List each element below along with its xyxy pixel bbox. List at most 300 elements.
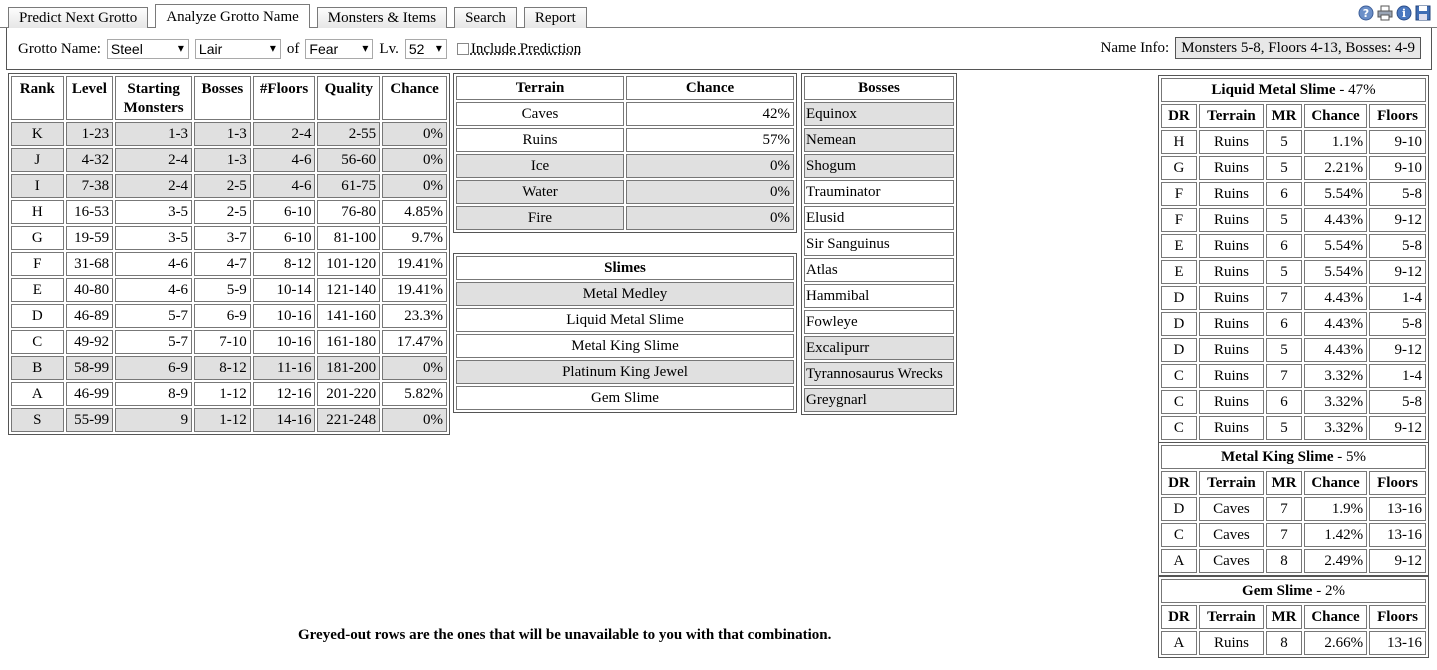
slime-row (456, 386, 794, 410)
slime-detail-name: Metal King Slime (1221, 448, 1334, 465)
slime-detail-cell: 4.43% (1304, 208, 1367, 232)
rank-cell: 1-3 (194, 122, 251, 146)
terrain-row (456, 206, 794, 230)
slime-detail-cell: 4.43% (1304, 338, 1367, 362)
slime-detail-cell: F (1161, 182, 1197, 206)
terrain-row (456, 102, 794, 126)
slime-detail-cell: F (1161, 208, 1197, 232)
slime-detail-col-header: Terrain (1199, 471, 1264, 495)
slime-detail-row (1161, 286, 1426, 310)
slime-detail-col-header: DR (1161, 104, 1197, 128)
rank-cell: 2-5 (194, 174, 251, 198)
slime-detail-row (1161, 234, 1426, 258)
slime-detail-cell: D (1161, 286, 1197, 310)
boss-name: Greygnarl (804, 388, 954, 412)
rank-row (11, 122, 447, 146)
slime-detail-cell: Ruins (1199, 312, 1264, 336)
bosses-header: Bosses (804, 76, 954, 100)
print-icon[interactable] (1377, 5, 1393, 21)
boss-name: Fowleye (804, 310, 954, 334)
slime-detail-cell: Ruins (1199, 390, 1264, 414)
slime-detail-cell: Ruins (1199, 416, 1264, 440)
rank-cell: 10-16 (253, 304, 316, 328)
slime-detail-cell: 3.32% (1304, 390, 1367, 414)
boss-name: Equinox (804, 102, 954, 126)
rank-cell: 17.47% (382, 330, 447, 354)
rank-col-header: Starting Monsters (115, 76, 192, 120)
include-prediction-label[interactable]: Include Prediction (470, 40, 582, 57)
rank-cell: 161-180 (317, 330, 380, 354)
slime-detail-cell: 5-8 (1369, 234, 1426, 258)
terrain-row (456, 128, 794, 152)
slime-detail-row (1161, 130, 1426, 154)
rank-cell: 0% (382, 174, 447, 198)
rank-cell: 5-7 (115, 330, 192, 354)
boss-name: Elusid (804, 206, 954, 230)
bosses-table (801, 73, 957, 415)
slime-detail-cell: 4.43% (1304, 312, 1367, 336)
slime-detail-cell: 6 (1266, 390, 1302, 414)
slime-detail-title (1161, 579, 1426, 603)
rank-cell: 19-59 (66, 226, 114, 250)
rank-cell: I (11, 174, 64, 198)
rank-cell: 5-9 (194, 278, 251, 302)
slime-detail-cell: H (1161, 130, 1197, 154)
name-info-label: Name Info: (1100, 39, 1170, 56)
slime-detail-row (1161, 338, 1426, 362)
rank-row (11, 408, 447, 432)
rank-cell: 7-38 (66, 174, 114, 198)
slime-detail-cell: Caves (1199, 549, 1264, 573)
level-label: Lv. (379, 40, 399, 57)
liquid-metal-slime-table (1158, 75, 1429, 443)
slime-detail-cell: C (1161, 364, 1197, 388)
rank-row (11, 382, 447, 406)
grotto-name-label: Grotto Name: (18, 40, 101, 57)
rank-cell: D (11, 304, 64, 328)
slime-detail-cell: 8 (1266, 631, 1302, 655)
rank-cell: 4-6 (253, 148, 316, 172)
rank-cell: 2-5 (194, 200, 251, 224)
slime-name: Metal Medley (456, 282, 794, 306)
slime-detail-title-row (1161, 579, 1426, 603)
rank-cell: 4-7 (194, 252, 251, 276)
rank-col-header: Rank (11, 76, 64, 120)
slime-name: Platinum King Jewel (456, 360, 794, 384)
slime-detail-cell: E (1161, 260, 1197, 284)
slime-detail-cell: E (1161, 234, 1197, 258)
slime-detail-percent: - 2% (1312, 582, 1345, 599)
rank-cell: 141-160 (317, 304, 380, 328)
slime-detail-cell: C (1161, 416, 1197, 440)
slime-detail-col-header: Terrain (1199, 605, 1264, 629)
slime-detail-header-row (1161, 104, 1426, 128)
rank-cell: S (11, 408, 64, 432)
terrain-cell: 0% (626, 206, 794, 230)
help-icon[interactable] (1358, 5, 1374, 21)
rank-col-header: Level (66, 76, 114, 120)
boss-name: Nemean (804, 128, 954, 152)
rank-cell: 4-6 (115, 252, 192, 276)
rank-col-header: Bosses (194, 76, 251, 120)
rank-cell: 6-9 (194, 304, 251, 328)
slime-detail-title-row (1161, 445, 1426, 469)
boss-row (804, 154, 954, 178)
boss-row (804, 128, 954, 152)
rank-col-header: Chance (382, 76, 447, 120)
slime-detail-row (1161, 523, 1426, 547)
slime-detail-name: Gem Slime (1242, 582, 1313, 599)
slime-detail-cell: Ruins (1199, 260, 1264, 284)
slime-detail-cell: D (1161, 312, 1197, 336)
slime-detail-header-row (1161, 471, 1426, 495)
rank-cell: 11-16 (253, 356, 316, 380)
rank-table (8, 73, 450, 435)
rank-cell: 4-6 (115, 278, 192, 302)
rank-cell: 2-4 (115, 174, 192, 198)
slime-detail-title (1161, 445, 1426, 469)
slime-detail-cell: C (1161, 523, 1197, 547)
slime-detail-cell: 5 (1266, 208, 1302, 232)
rank-cell: 6-10 (253, 226, 316, 250)
slime-detail-col-header: Floors (1369, 104, 1426, 128)
rank-cell: 9.7% (382, 226, 447, 250)
slime-detail-row (1161, 364, 1426, 388)
slime-row (456, 308, 794, 332)
slimes-header: Slimes (456, 256, 794, 280)
slime-detail-cell: 5.54% (1304, 260, 1367, 284)
slime-detail-cell: 3.32% (1304, 416, 1367, 440)
svg-text:?: ? (1362, 7, 1370, 20)
slime-detail-header-row (1161, 605, 1426, 629)
slime-detail-cell: 9-12 (1369, 416, 1426, 440)
rank-cell: K (11, 122, 64, 146)
slime-detail-cell: 5 (1266, 416, 1302, 440)
boss-row (804, 388, 954, 412)
slime-detail-row (1161, 416, 1426, 440)
terrain-table (453, 73, 797, 233)
rank-cell: 10-14 (253, 278, 316, 302)
rank-row (11, 330, 447, 354)
terrain-cell: 0% (626, 154, 794, 178)
slime-detail-row (1161, 156, 1426, 180)
slime-detail-row (1161, 312, 1426, 336)
tab-report[interactable]: Report (524, 7, 587, 28)
metal-king-slime-table (1158, 442, 1429, 576)
rank-cell: E (11, 278, 64, 302)
rank-cell: 19.41% (382, 278, 447, 302)
rank-cell: 0% (382, 356, 447, 380)
rank-cell: C (11, 330, 64, 354)
slime-detail-cell: 1-4 (1369, 364, 1426, 388)
boss-row (804, 336, 954, 360)
slime-detail-cell: A (1161, 549, 1197, 573)
slime-detail-cell: 7 (1266, 364, 1302, 388)
terrain-cell: Ruins (456, 128, 624, 152)
rank-cell: 4-6 (253, 174, 316, 198)
slime-detail-cell: 5.54% (1304, 234, 1367, 258)
slime-detail-col-header: MR (1266, 471, 1302, 495)
terrain-row (456, 154, 794, 178)
rank-row (11, 226, 447, 250)
rank-cell: 0% (382, 408, 447, 432)
rank-cell: 81-100 (317, 226, 380, 250)
slime-detail-cell: 8 (1266, 549, 1302, 573)
rank-cell: F (11, 252, 64, 276)
rank-row (11, 356, 447, 380)
rank-cell: 23.3% (382, 304, 447, 328)
rank-cell: 4.85% (382, 200, 447, 224)
slime-detail-cell: Ruins (1199, 338, 1264, 362)
slime-name: Gem Slime (456, 386, 794, 410)
slime-detail-cell: 1.9% (1304, 497, 1367, 521)
slime-row (456, 360, 794, 384)
boss-name: Shogum (804, 154, 954, 178)
rank-cell: 3-5 (115, 200, 192, 224)
rank-cell: 16-53 (66, 200, 114, 224)
rank-cell: 8-9 (115, 382, 192, 406)
rank-cell: 6-10 (253, 200, 316, 224)
terrain-col-header: Chance (626, 76, 794, 100)
terrain-col-header: Terrain (456, 76, 624, 100)
slime-detail-cell: Caves (1199, 523, 1264, 547)
slime-detail-cell: 9-10 (1369, 156, 1426, 180)
slime-detail-cell: 2.49% (1304, 549, 1367, 573)
slime-detail-cell: 5-8 (1369, 390, 1426, 414)
name-prefix-select[interactable]: Steel ▾ (107, 39, 189, 59)
rank-col-header: Quality (317, 76, 380, 120)
slime-detail-cell: 5-8 (1369, 182, 1426, 206)
slime-detail-col-header: Chance (1304, 471, 1367, 495)
slime-detail-title-row (1161, 78, 1426, 102)
rank-cell: 14-16 (253, 408, 316, 432)
slime-detail-cell: 13-16 (1369, 631, 1426, 655)
rank-row (11, 252, 447, 276)
slime-detail-cell: 13-16 (1369, 523, 1426, 547)
name-suffix-select[interactable]: Fear ▾ (305, 39, 373, 59)
slime-detail-cell: 7 (1266, 497, 1302, 521)
slime-row (456, 282, 794, 306)
slime-detail-row (1161, 260, 1426, 284)
rank-cell: 5.82% (382, 382, 447, 406)
slime-detail-col-header: Terrain (1199, 104, 1264, 128)
rank-cell: 58-99 (66, 356, 114, 380)
slime-detail-row (1161, 549, 1426, 573)
rank-cell: 8-12 (194, 356, 251, 380)
rank-cell: 3-7 (194, 226, 251, 250)
rank-cell: 5-7 (115, 304, 192, 328)
slime-detail-col-header: Chance (1304, 605, 1367, 629)
save-icon[interactable] (1415, 5, 1431, 21)
slime-detail-cell: 4.43% (1304, 286, 1367, 310)
toolbar-icons (1358, 5, 1431, 21)
boss-row (804, 362, 954, 386)
slime-detail-cell: 1.42% (1304, 523, 1367, 547)
slime-detail-col-header: DR (1161, 605, 1197, 629)
rank-cell: A (11, 382, 64, 406)
slime-detail-row (1161, 390, 1426, 414)
rank-cell: J (11, 148, 64, 172)
rank-row (11, 174, 447, 198)
rank-cell: 31-68 (66, 252, 114, 276)
slime-detail-cell: G (1161, 156, 1197, 180)
boss-name: Trauminator (804, 180, 954, 204)
rank-cell: 201-220 (317, 382, 380, 406)
slime-detail-cell: 9-12 (1369, 549, 1426, 573)
terrain-cell: Fire (456, 206, 624, 230)
slime-detail-cell: Ruins (1199, 631, 1264, 655)
slime-detail-cell: D (1161, 338, 1197, 362)
rank-row (11, 148, 447, 172)
slime-detail-percent: - 5% (1333, 448, 1366, 465)
rank-cell: 49-92 (66, 330, 114, 354)
slime-detail-cell: Ruins (1199, 130, 1264, 154)
slime-detail-cell: 5 (1266, 260, 1302, 284)
terrain-cell: 0% (626, 180, 794, 204)
rank-cell: 221-248 (317, 408, 380, 432)
info-icon[interactable] (1396, 5, 1412, 21)
rank-cell: 7-10 (194, 330, 251, 354)
slime-detail-cell: 5 (1266, 338, 1302, 362)
rank-cell: B (11, 356, 64, 380)
slime-detail-title (1161, 78, 1426, 102)
slime-detail-cell: C (1161, 390, 1197, 414)
boss-name: Excalipurr (804, 336, 954, 360)
boss-name: Sir Sanguinus (804, 232, 954, 256)
rank-cell: 3-5 (115, 226, 192, 250)
rank-cell: H (11, 200, 64, 224)
slime-detail-cell: 3.32% (1304, 364, 1367, 388)
rank-cell: 2-4 (115, 148, 192, 172)
slime-detail-cell: Ruins (1199, 182, 1264, 206)
boss-name: Tyrannosaurus Wrecks (804, 362, 954, 386)
rank-cell: 181-200 (317, 356, 380, 380)
rank-cell: 40-80 (66, 278, 114, 302)
rank-cell: 12-16 (253, 382, 316, 406)
slime-name: Metal King Slime (456, 334, 794, 358)
tab-search[interactable]: Search (454, 7, 517, 28)
tab-analyze-grotto-name[interactable]: Analyze Grotto Name (155, 4, 309, 28)
rank-cell: 1-12 (194, 382, 251, 406)
gem-slime-table (1158, 576, 1429, 658)
slime-detail-cell: 13-16 (1369, 497, 1426, 521)
rank-cell: 1-3 (115, 122, 192, 146)
name-info-value: Monsters 5-8, Floors 4-13, Bosses: 4-9 (1175, 37, 1421, 59)
slime-detail-cell: 6 (1266, 182, 1302, 206)
terrain-cell: Caves (456, 102, 624, 126)
rank-cell: 55-99 (66, 408, 114, 432)
slime-detail-col-header: Chance (1304, 104, 1367, 128)
rank-cell: 6-9 (115, 356, 192, 380)
terrain-cell: 42% (626, 102, 794, 126)
boss-row (804, 232, 954, 256)
boss-row (804, 180, 954, 204)
boss-name: Atlas (804, 258, 954, 282)
include-prediction-checkbox[interactable] (457, 43, 469, 55)
slime-detail-row (1161, 208, 1426, 232)
tab-bar (8, 4, 587, 28)
name-middle-select[interactable]: Lair ▾ (195, 39, 281, 59)
rank-cell: 1-12 (194, 408, 251, 432)
slime-detail-col-header: Floors (1369, 471, 1426, 495)
slime-detail-row (1161, 631, 1426, 655)
slime-name: Liquid Metal Slime (456, 308, 794, 332)
slime-detail-cell: Ruins (1199, 286, 1264, 310)
slime-detail-cell: 9-12 (1369, 260, 1426, 284)
slime-detail-cell: 6 (1266, 312, 1302, 336)
svg-text:i: i (1401, 7, 1407, 20)
rank-col-header: #Floors (253, 76, 316, 120)
slime-detail-cell: 7 (1266, 523, 1302, 547)
rank-cell: 1-3 (194, 148, 251, 172)
boss-row (804, 258, 954, 282)
slime-detail-percent: - 47% (1335, 81, 1376, 98)
slime-detail-cell: 5 (1266, 130, 1302, 154)
rank-cell: 1-23 (66, 122, 114, 146)
level-select[interactable]: 52 ▾ (405, 39, 447, 59)
boss-row (804, 284, 954, 308)
slime-detail-cell: 9-12 (1369, 338, 1426, 362)
slime-detail-cell: D (1161, 497, 1197, 521)
terrain-cell: Water (456, 180, 624, 204)
rank-cell: 46-89 (66, 304, 114, 328)
rank-cell: 101-120 (317, 252, 380, 276)
rank-cell: 10-16 (253, 330, 316, 354)
slime-detail-cell: 2.21% (1304, 156, 1367, 180)
rank-cell: 8-12 (253, 252, 316, 276)
rank-cell: 0% (382, 122, 447, 146)
boss-name: Hammibal (804, 284, 954, 308)
slime-detail-col-header: DR (1161, 471, 1197, 495)
slime-detail-name: Liquid Metal Slime (1211, 81, 1336, 98)
rank-cell: 4-32 (66, 148, 114, 172)
rank-cell: 46-99 (66, 382, 114, 406)
terrain-row (456, 180, 794, 204)
rank-cell: 19.41% (382, 252, 447, 276)
tab-predict-next-grotto[interactable]: Predict Next Grotto (8, 7, 148, 28)
rank-cell: 56-60 (317, 148, 380, 172)
slime-detail-cell: 5.54% (1304, 182, 1367, 206)
boss-row (804, 310, 954, 334)
control-bar (6, 28, 1432, 70)
slime-row (456, 334, 794, 358)
slime-detail-cell: 2.66% (1304, 631, 1367, 655)
slime-detail-cell: Ruins (1199, 234, 1264, 258)
slime-detail-cell: Ruins (1199, 156, 1264, 180)
rank-cell: G (11, 226, 64, 250)
rank-row (11, 278, 447, 302)
footer-note: Greyed-out rows are the ones that will be unavailable to you with that combination. (298, 627, 832, 643)
slime-detail-row (1161, 182, 1426, 206)
slime-detail-col-header: MR (1266, 104, 1302, 128)
slime-detail-cell: Caves (1199, 497, 1264, 521)
rank-cell: 61-75 (317, 174, 380, 198)
rank-row (11, 304, 447, 328)
slime-detail-cell: 1-4 (1369, 286, 1426, 310)
terrain-cell: Ice (456, 154, 624, 178)
slime-detail-row (1161, 497, 1426, 521)
slime-detail-cell: 5-8 (1369, 312, 1426, 336)
tab-monsters-items[interactable]: Monsters & Items (317, 7, 447, 28)
slime-detail-col-header: MR (1266, 605, 1302, 629)
slimes-table (453, 253, 797, 413)
rank-row (11, 200, 447, 224)
rank-cell: 0% (382, 148, 447, 172)
slime-detail-cell: 9-12 (1369, 208, 1426, 232)
slime-detail-cell: Ruins (1199, 364, 1264, 388)
rank-cell: 76-80 (317, 200, 380, 224)
rank-cell: 2-4 (253, 122, 316, 146)
